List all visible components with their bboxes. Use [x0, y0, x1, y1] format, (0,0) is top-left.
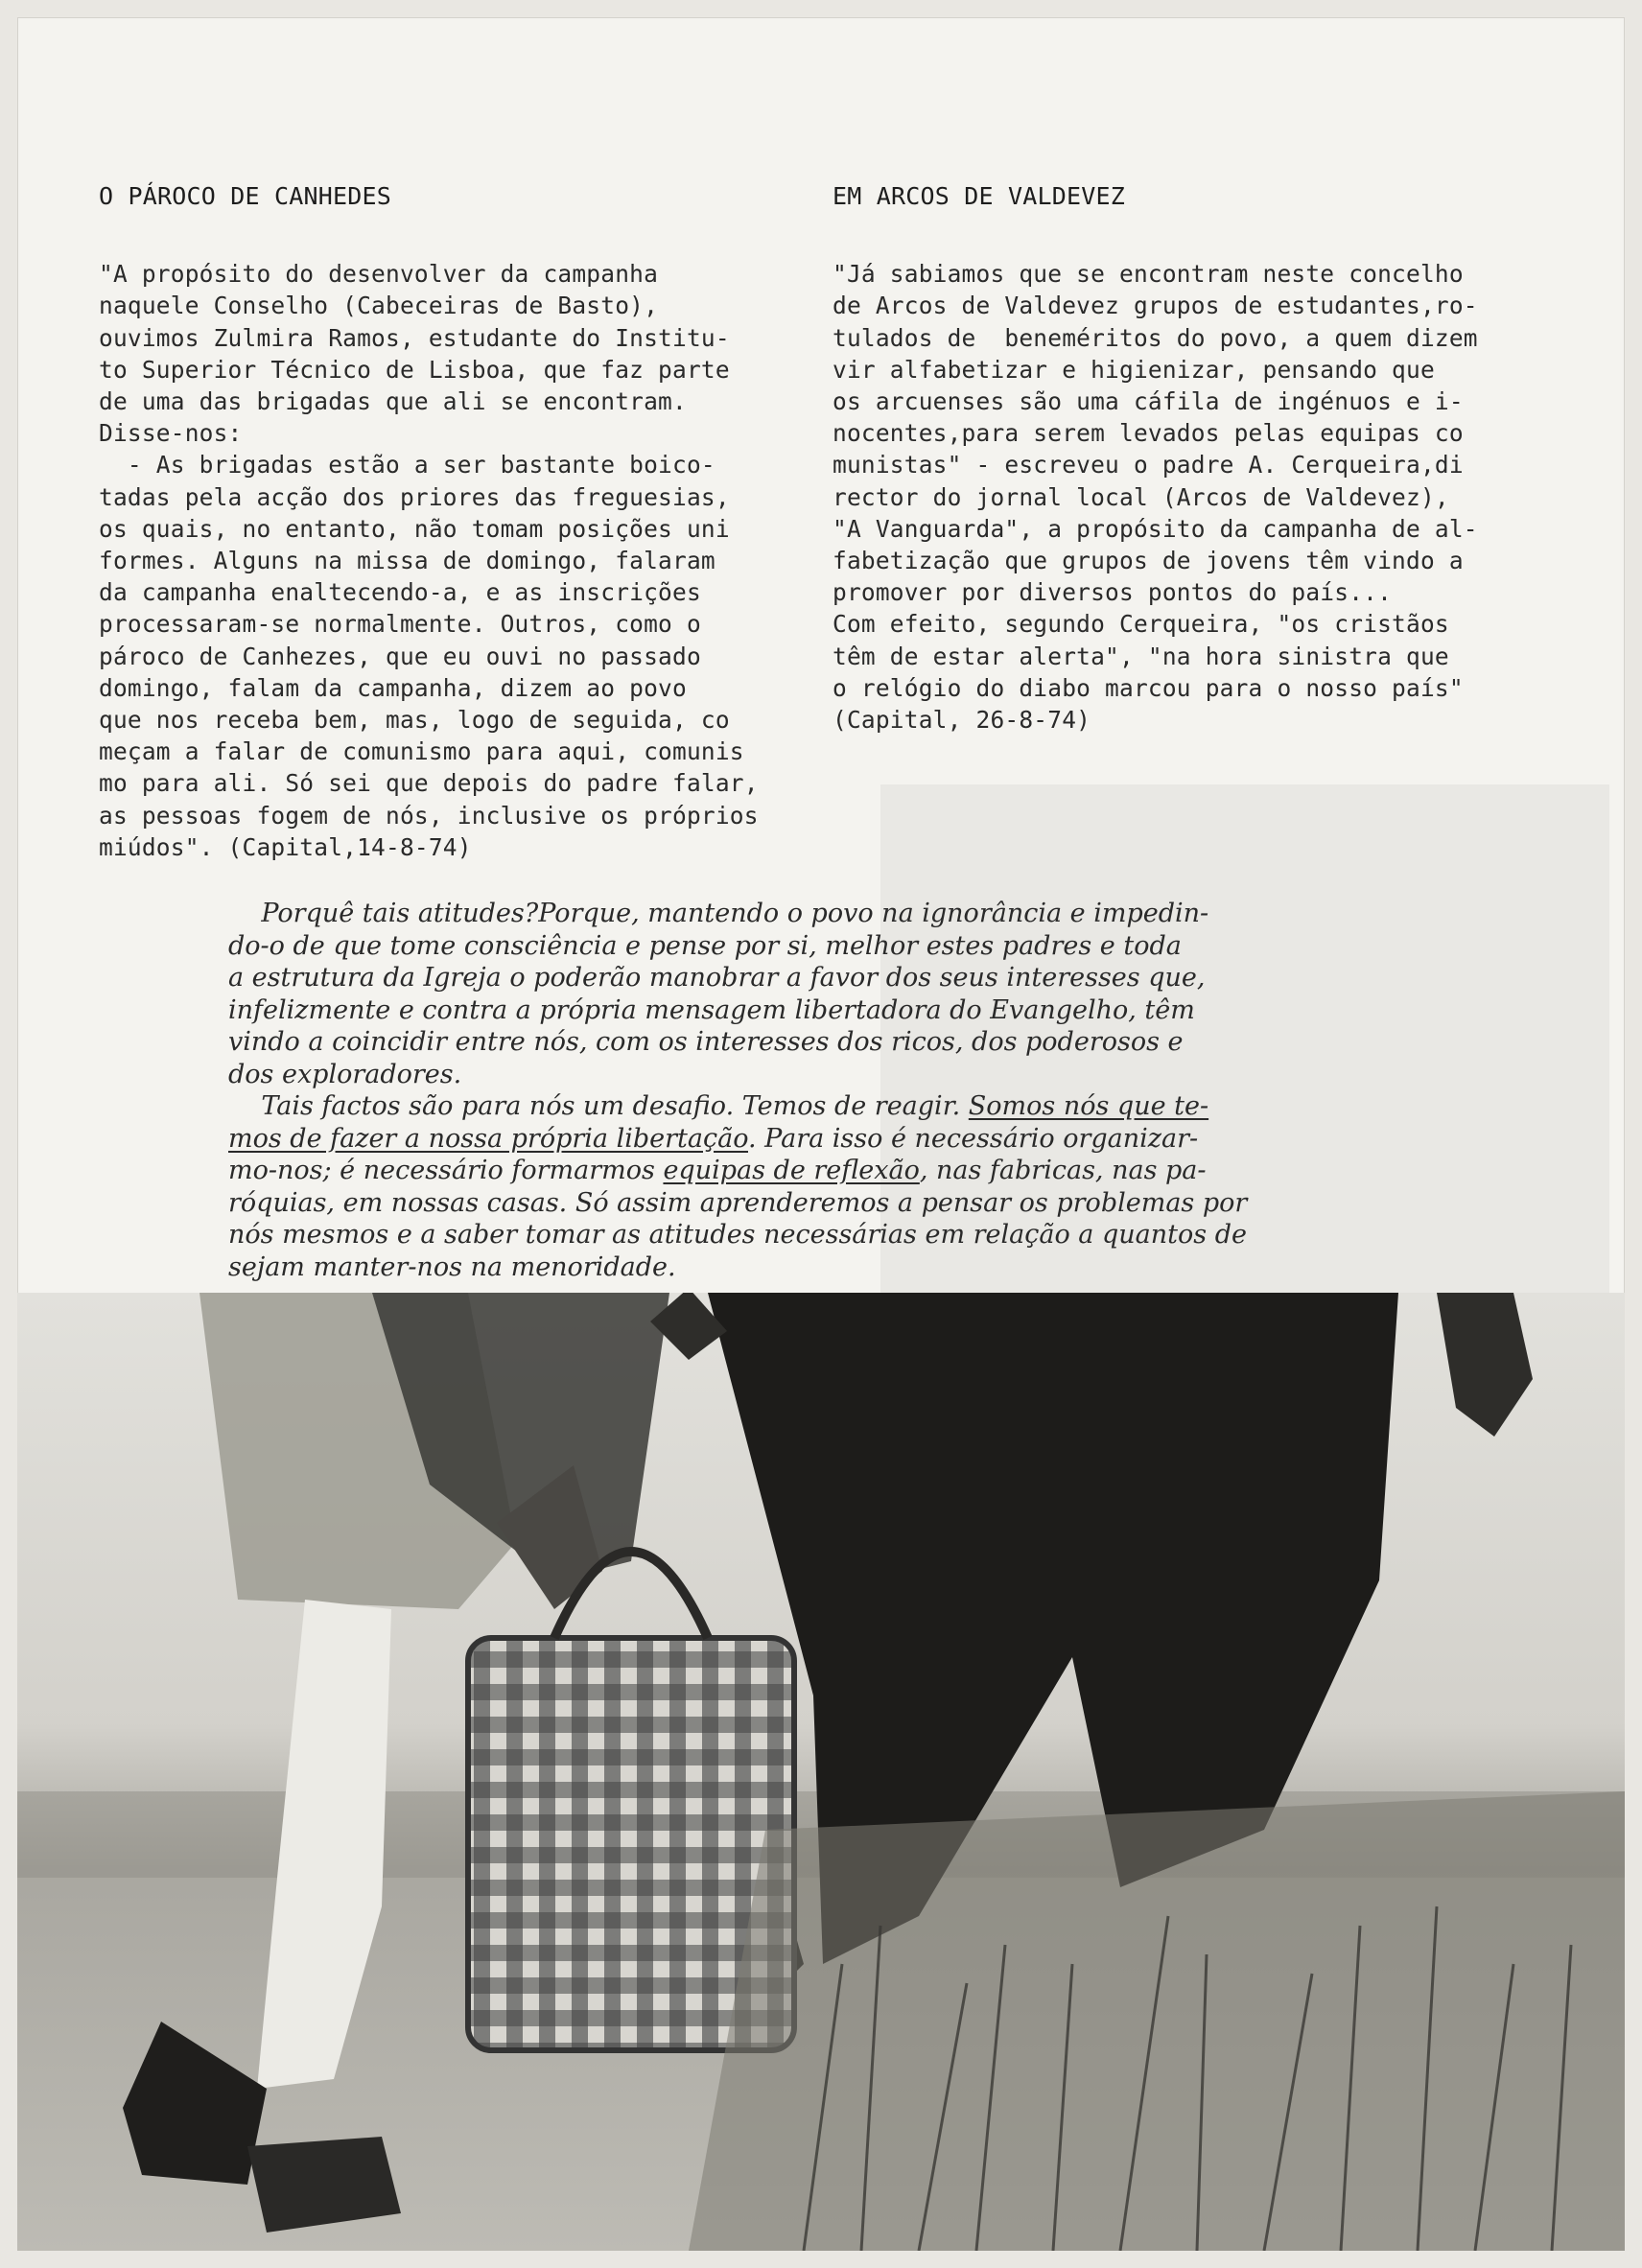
- text-line: vindo a coincidir entre nós, com os interesses dos ricos, dos poderosos e: [228, 1027, 1184, 1057]
- text-line: "A propósito do desenvolver da campanha: [99, 260, 659, 289]
- text-line: mo para ali. Só sei que depois do padre falar,: [99, 769, 759, 798]
- text-line: - As brigadas estão a ser bastante boico-: [99, 451, 715, 479]
- text-line: os quais, no entanto, não tomam posições uni: [99, 514, 730, 543]
- text-line: munistas" - escreveu o padre A. Cerqueira,di: [833, 451, 1464, 479]
- text-line: naquele Conselho (Cabeceiras de Basto),: [99, 292, 659, 320]
- commentary-paragraph-2: [228, 1090, 1494, 1283]
- text-line: rector do jornal local (Arcos de Valdevez),: [833, 482, 1449, 511]
- text-span: Tais factos são para nós um desafio. Temos de reagir.: [228, 1091, 969, 1121]
- text-line: Porquê tais atitudes?Porque, mantendo o povo na ignorância e impedin-: [228, 899, 1209, 928]
- text-line: "Já sabiamos que se encontram neste concelho: [833, 260, 1464, 289]
- text-line: tulados de beneméritos do povo, a quem dizem: [833, 323, 1478, 352]
- underlined-text: Somos nós que te-: [968, 1091, 1209, 1121]
- underlined-text: equipas de reflexão: [663, 1156, 920, 1185]
- text-line: to Superior Técnico de Lisboa, que faz parte: [99, 355, 730, 384]
- commentary-paragraph-1: [228, 898, 1494, 1090]
- text-line: infelizmente e contra a própria mensagem libertadora do Evangelho, têm: [228, 994, 1195, 1025]
- text-line: ouvimos Zulmira Ramos, estudante do Institu-: [99, 323, 730, 352]
- text-line: da campanha enaltecendo-a, e as inscrições: [99, 578, 701, 607]
- text-line: Com efeito, segundo Cerqueira, "os cristãos: [833, 610, 1449, 639]
- text-line: róquias, em nossas casas. Só assim aprenderemos a pensar os problemas por: [228, 1187, 1248, 1218]
- document-page: [17, 17, 1625, 2251]
- text-line: "A Vanguarda", a propósito da campanha de al-: [833, 514, 1478, 543]
- text-line: nós mesmos e a saber tomar as atitudes necessárias em relação a quantos de: [228, 1220, 1247, 1250]
- commentary: [228, 898, 1494, 1283]
- text-line: sejam manter-nos na menoridade.: [228, 1251, 676, 1282]
- text-line: de Arcos de Valdevez grupos de estudantes,ro-: [833, 292, 1478, 320]
- right-column-text: [833, 258, 1600, 736]
- text-line: miúdos". (Capital,14-8-74): [99, 832, 472, 861]
- text-line: têm de estar alerta", "na hora sinistra que: [833, 642, 1449, 670]
- photo-walking-people: [17, 1293, 1625, 2251]
- text-line: formes. Alguns na missa de domingo, falaram: [99, 547, 715, 575]
- text-line: a estrutura da Igreja o poderão manobrar a favor dos seus interesses que,: [228, 963, 1206, 993]
- text-line: que nos receba bem, mas, logo de seguida, co: [99, 706, 730, 735]
- text-line: os arcuenses são uma cáfila de ingénuos e i-: [833, 387, 1464, 416]
- text-line: de uma das brigadas que ali se encontram.: [99, 387, 687, 416]
- text-line: tadas pela acção dos priores das freguesias,: [99, 482, 730, 511]
- text-line: o relógio do diabo marcou para o nosso país": [833, 673, 1464, 702]
- text-line: vir alfabetizar e higienizar, pensando que: [833, 355, 1435, 384]
- text-line: fabetização que grupos de jovens têm vindo a: [833, 547, 1464, 575]
- text-span: mo-nos; é necessário formarmos: [228, 1156, 664, 1185]
- text-span: , nas fabricas, nas pa-: [919, 1156, 1207, 1185]
- text-line: processaram-se normalmente. Outros, como o: [99, 610, 701, 639]
- underlined-text: mos de fazer a nossa própria libertação: [228, 1123, 748, 1154]
- text-line: (Capital, 26-8-74): [833, 706, 1091, 735]
- text-line: domingo, falam da campanha, dizem ao povo: [99, 673, 687, 702]
- text-line: dos exploradores.: [228, 1059, 462, 1089]
- left-column: [99, 180, 828, 863]
- right-column: [833, 180, 1600, 736]
- text-line: do-o de que tome consciência e pense por si, melhor estes padres e toda: [228, 930, 1182, 961]
- text-line: pároco de Canhezes, que eu ouvi no passado: [99, 642, 701, 670]
- text-line: promover por diversos pontos do país...: [833, 578, 1393, 607]
- text-line: Disse-nos:: [99, 419, 243, 448]
- text-line: nocentes,para serem levados pelas equipas co: [833, 419, 1464, 448]
- right-column-heading: EM ARCOS DE VALDEVEZ: [833, 182, 1126, 210]
- text-span: . Para isso é necessário organizar-: [747, 1123, 1199, 1154]
- left-column-text: [99, 258, 828, 863]
- text-line: meçam a falar de comunismo para aqui, comunis: [99, 737, 744, 766]
- left-column-heading: O PÁROCO DE CANHEDES: [99, 182, 392, 210]
- text-line: as pessoas fogem de nós, inclusive os próprios: [99, 801, 759, 830]
